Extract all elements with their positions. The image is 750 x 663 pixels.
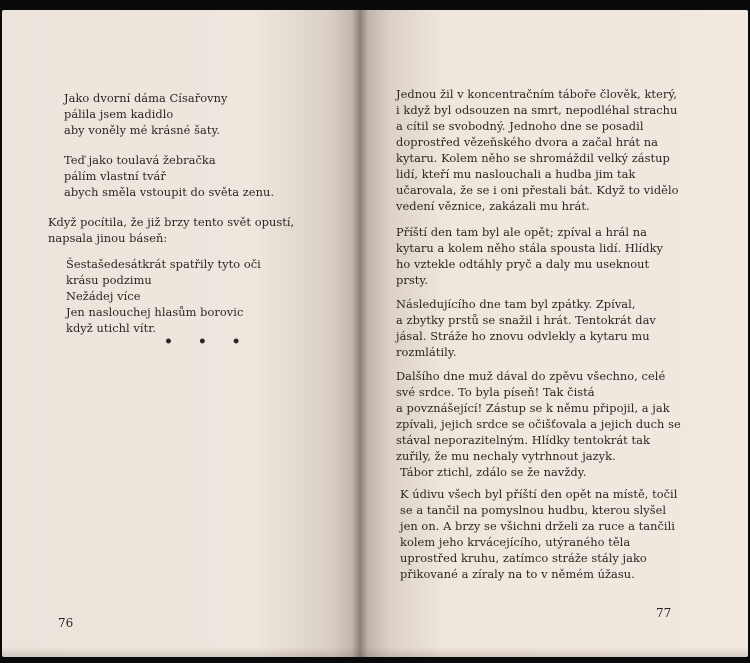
text-line: vedení věznice, zakázali mu hrát. bbox=[396, 199, 590, 213]
poem-line: abych směla vstoupit do světa zenu. bbox=[64, 185, 275, 199]
text-line: a cítil se svobodný. Jednoho dne se posadil bbox=[396, 119, 644, 133]
prose-line: Když pocítila, že již brzy tento svět opustí, bbox=[48, 215, 295, 229]
poem-line: Šestašedesátkrát spatřily tyto oči bbox=[66, 257, 261, 271]
left-page bbox=[2, 10, 360, 657]
text-line: Dalšího dne muž dával do zpěvu všechno, celé bbox=[396, 369, 666, 383]
poem-line: pálím vlastní tvář bbox=[64, 169, 166, 183]
text-line: kytaru a kolem něho stála spousta lidí. Hlídky bbox=[396, 241, 664, 255]
poem-line: Jako dvorní dáma Císařovny bbox=[64, 91, 228, 105]
poem-line: Jen naslouchej hlasům borovic bbox=[66, 305, 244, 319]
text-line: i když byl odsouzen na smrt, nepodléhal strachu bbox=[396, 103, 678, 117]
section-separator: • • • bbox=[164, 334, 251, 350]
text-line: kolem jeho krvácejícího, utýraného těla bbox=[400, 535, 631, 549]
page-shadow bbox=[2, 647, 360, 657]
book-gutter bbox=[352, 10, 368, 657]
text-line: zpívali, jejich srdce se očišťovala a jejich duch se bbox=[396, 417, 681, 431]
poem-line: pálila jsem kadidlo bbox=[64, 107, 174, 121]
page-number-right: 77 bbox=[656, 606, 672, 620]
text-line: se a tančil na pomyslnou hudbu, kterou slyšel bbox=[400, 503, 667, 517]
text-line: své srdce. To byla píseň! Tak čistá bbox=[396, 385, 595, 399]
poem-line: když utichl vítr. bbox=[66, 321, 157, 335]
text-line: přikované a zíraly na to v němém úžasu. bbox=[400, 567, 635, 581]
poem-line: krásu podzimu bbox=[66, 273, 152, 287]
page-number-left: 76 bbox=[58, 616, 74, 630]
text-line: jásal. Stráže ho znovu odvlekly a kytaru mu bbox=[396, 329, 650, 343]
text-line: doprostřed vězeňského dvora a začal hrát na bbox=[396, 135, 658, 149]
text-line: stával neporazitelným. Hlídky tentokrát tak bbox=[396, 433, 650, 447]
text-line: K údivu všech byl příští den opět na místě, točil bbox=[400, 487, 678, 501]
text-line: lidí, kteří mu naslouchali a hudba jim tak bbox=[396, 167, 636, 181]
text-line: ho vztekle odtáhly pryč a daly mu useknout bbox=[396, 257, 650, 271]
prose-line: napsala jinou báseň: bbox=[48, 231, 168, 245]
poem-line: aby voněly mé krásné šaty. bbox=[64, 123, 221, 137]
text-line: a zbytky prstů se snažil i hrát. Tentokrát dav bbox=[396, 313, 656, 327]
text-line: zuřily, že mu nechaly vytrhnout jazyk. bbox=[396, 449, 616, 463]
text-line: kytaru. Kolem něho se shromáždil velký zástup bbox=[396, 151, 670, 165]
text-line: Tábor ztichl, zdálo se že navždy. bbox=[400, 465, 587, 479]
text-line: Příští den tam byl ale opět; zpíval a hrál na bbox=[396, 225, 647, 239]
text-line: prsty. bbox=[396, 273, 429, 287]
text-line: rozmlátily. bbox=[396, 345, 457, 359]
page-shadow bbox=[360, 647, 748, 657]
text-line: Následujícího dne tam byl zpátky. Zpíval, bbox=[396, 297, 636, 311]
text-line: a povznášející! Zástup se k němu připojil, a jak bbox=[396, 401, 670, 415]
text-line: učarovala, že se i oni přestali bát. Když to vidělo bbox=[396, 183, 679, 197]
poem-line: Teď jako toulavá žebračka bbox=[64, 153, 216, 167]
right-page bbox=[360, 10, 748, 657]
text-line: uprostřed kruhu, zatímco stráže stály jako bbox=[400, 551, 647, 565]
text-line: Jednou žil v koncentračním táboře člověk, který, bbox=[396, 87, 677, 101]
text-line: jen on. A brzy se všichni drželi za ruce a tančili bbox=[400, 519, 675, 533]
poem-line: Nežádej více bbox=[66, 289, 141, 303]
